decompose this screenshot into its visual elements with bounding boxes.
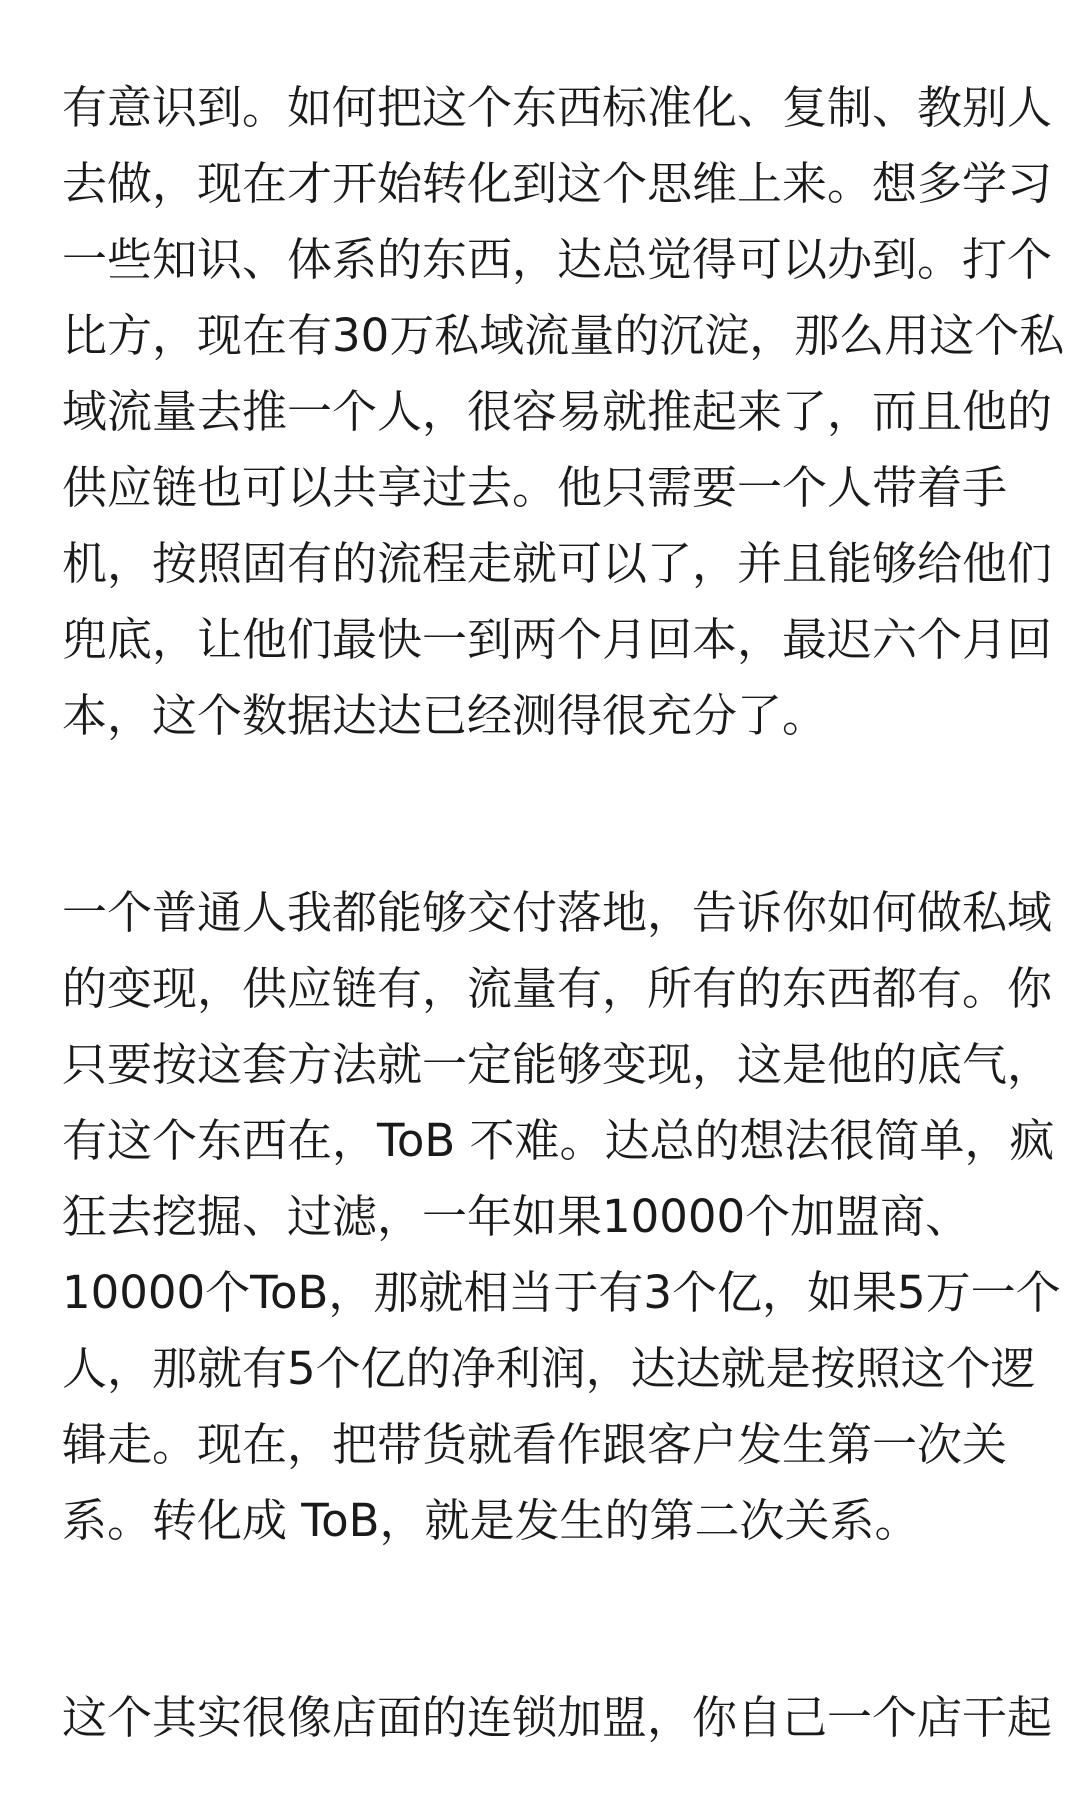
text-line: 有意识到。如何把这个东西标准化、复制、教别人 bbox=[62, 81, 1053, 134]
text-line: 辑走。现在，把带货就看作跟客户发生第一次关 bbox=[62, 1418, 1008, 1471]
text-line: 一些知识、体系的东西，达总觉得可以办到。打个 bbox=[62, 233, 1053, 286]
text-line: 10000个ToB，那就相当于有3个亿，如果5万一个 bbox=[62, 1266, 1061, 1319]
text-line: 狂去挖掘、过滤，一年如果10000个加盟商、 bbox=[62, 1190, 971, 1243]
text-line: 域流量去推一个人，很容易就推起来了，而且他的 bbox=[62, 385, 1053, 438]
text-line: 去做，现在才开始转化到这个思维上来。想多学习 bbox=[62, 157, 1053, 210]
text-line: 机，按照固有的流程走就可以了，并且能够给他们 bbox=[62, 537, 1053, 590]
text-line: 这个其实很像店面的连锁加盟，你自己一个店干起 bbox=[62, 1691, 1053, 1744]
text-line: 系。转化成 ToB，就是发生的第二次关系。 bbox=[62, 1494, 920, 1547]
text-line: 人，那就有5个亿的净利润，达达就是按照这个逻 bbox=[62, 1342, 1036, 1395]
text-line: 供应链也可以共享过去。他只需要一个人带着手 bbox=[62, 461, 1008, 514]
text-line: 的变现，供应链有，流量有，所有的东西都有。你 bbox=[62, 962, 1053, 1015]
text-line: 只要按这套方法就一定能够变现，这是他的底气， bbox=[62, 1038, 1053, 1091]
text-line: 一个普通人我都能够交付落地，告诉你如何做私域 bbox=[62, 886, 1053, 939]
text-line: 有这个东西在，ToB 不难。达总的想法很简单，疯 bbox=[62, 1114, 1055, 1167]
text-line: 比方，现在有30万私域流量的沉淀，那么用这个私 bbox=[62, 309, 1065, 362]
text-line: 本，这个数据达达已经测得很充分了。 bbox=[62, 689, 828, 742]
text-line: 兜底，让他们最快一到两个月回本，最迟六个月回 bbox=[62, 613, 1053, 666]
